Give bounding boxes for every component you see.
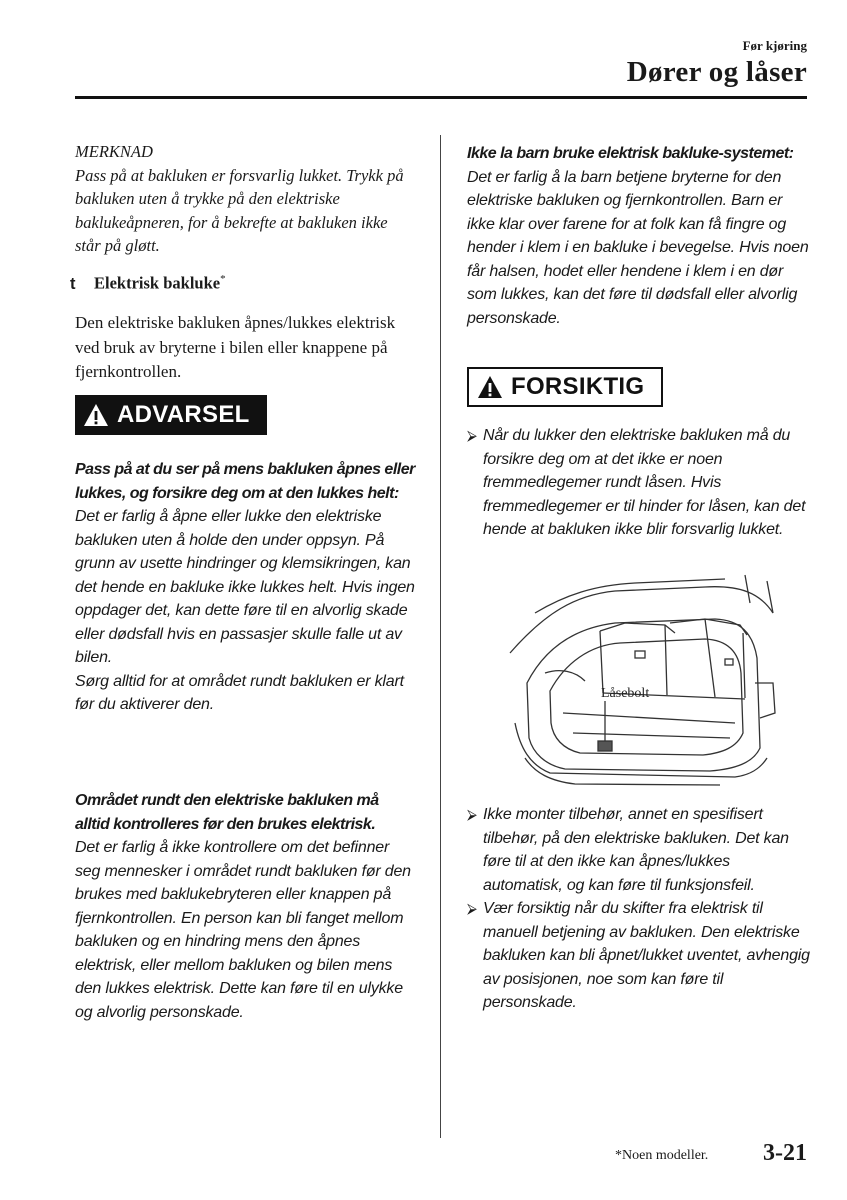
note-block [75, 140, 415, 258]
warning-block-3 [467, 142, 812, 330]
header-rule [75, 96, 807, 99]
warning-1-body: Det er farlig å åpne eller lukke den elektriske bakluken uten å holde den under oppsyn. På grunn av usette hindringer og klemsikringen, kan det hende en bakluke ikke lukkes helt. Hvis ingen oppdager det, kan dette føre til en alvorlig skade eller dødsfall hvis en passasjer skulle falle ut av bilen. [75, 508, 415, 666]
section-bullet: t [70, 274, 76, 293]
warning-2-heading: Området rundt den elektriske bakluken må alltid kontrolleres før den brukes elektrisk. [75, 792, 379, 833]
warning-block-2 [75, 789, 415, 1024]
caution-label: FORSIKTIG [511, 373, 645, 400]
note-heading: MERKNAD [75, 142, 153, 161]
arrow-bullet-icon: ⮚ [467, 427, 477, 443]
warning-block-1 [75, 458, 415, 717]
tailgate-illustration [505, 573, 780, 788]
caution-bullets-top [467, 424, 812, 542]
warning-1-body-2: Sørg alltid for at området rundt bakluken er klart før du aktiverer den. [75, 672, 404, 713]
caution-bullets-bottom [467, 803, 812, 1015]
caution-bullet [467, 424, 812, 542]
warning-label: ADVARSEL [117, 401, 250, 428]
page-number: 3-21 [763, 1140, 807, 1166]
section-asterisk: * [220, 273, 226, 285]
caution-triangle-icon [477, 375, 503, 399]
column-divider [440, 135, 441, 1138]
page-title: Dører og låser [626, 56, 807, 88]
figure-label: Låsebolt [601, 686, 650, 701]
footer-note: *Noen modeller. [615, 1148, 709, 1163]
caution-badge [467, 367, 663, 407]
warning-triangle-icon [83, 403, 109, 427]
caution-bullet-text: Vær forsiktig når du skifter fra elektrisk til manuell betjening av bakluken. Den elektriske bakluken kan bli åpnet/lukket uventet, avhengig av posisjonen, noe som kan føre til personskade. [483, 900, 810, 1011]
warning-1-heading: Pass på at du ser på mens bakluken åpnes eller lukkes, og forsikre deg om at den lukkes helt: [75, 461, 415, 502]
warning-badge [75, 395, 267, 435]
arrow-bullet-icon: ⮚ [467, 806, 477, 822]
note-text: Pass på at bakluken er forsvarlig lukket. Trykk på bakluken uten å trykke på den elektriske baklukeåpneren, for å bekrefte at bakluken ikke står på gløtt. [75, 165, 404, 255]
section-heading [70, 273, 226, 294]
arrow-bullet-icon: ⮚ [467, 900, 477, 916]
warning-3-body: Det er farlig å la barn betjene bryterne for den elektriske bakluken og fjernkontrollen. Barn er ikke klar over farene for at folk kan få fingre og hender i klem i en bakluke i bevegelse. Hvis noen får halsen, hodet eller hendene i klem i en dør som lukkes, kan det føre til dødsfall eller alvorlig personskade. [467, 168, 809, 327]
warning-3-heading: Ikke la barn bruke elektrisk bakluke-systemet: [467, 145, 794, 162]
caution-bullet-text: Ikke monter tilbehør, annet en spesifisert tilbehør, på den elektriske bakluken. Det kan føre til at den ikke kan åpnes/lukkes automatisk, og kan føre til funksjonsfeil. [483, 806, 789, 894]
warning-2-body: Det er farlig å ikke kontrollere om det befinner seg mennesker i området rundt bakluken før den brukes med baklukebryteren eller knappen på fjernkontrollen. En person kan bli fanget mellom bakluken og en hindring mens den åpnes elektrisk, eller mellom bakluken og bilen mens den lukkes elektrisk. Dette kan føre til en ulykke og alvorlig personskade. [75, 839, 411, 1021]
caution-bullet-text: Når du lukker den elektriske bakluken må du forsikre deg om at det ikke er noen fremmedlegemer rundt låsen. Hvis fremmedlegemer er til hinder for låsen, kan det hende at bakluken ikke blir forsvarlig lukket. [483, 427, 806, 538]
caution-bullet [467, 897, 812, 1015]
chapter-label: Før kjøring [742, 38, 807, 53]
section-intro: Den elektriske bakluken åpnes/lukkes elektrisk ved bruk av bryterne i bilen eller knappene på fjernkontrollen. [75, 313, 396, 381]
section-title: Elektrisk bakluke [94, 273, 221, 293]
caution-bullet [467, 803, 812, 897]
